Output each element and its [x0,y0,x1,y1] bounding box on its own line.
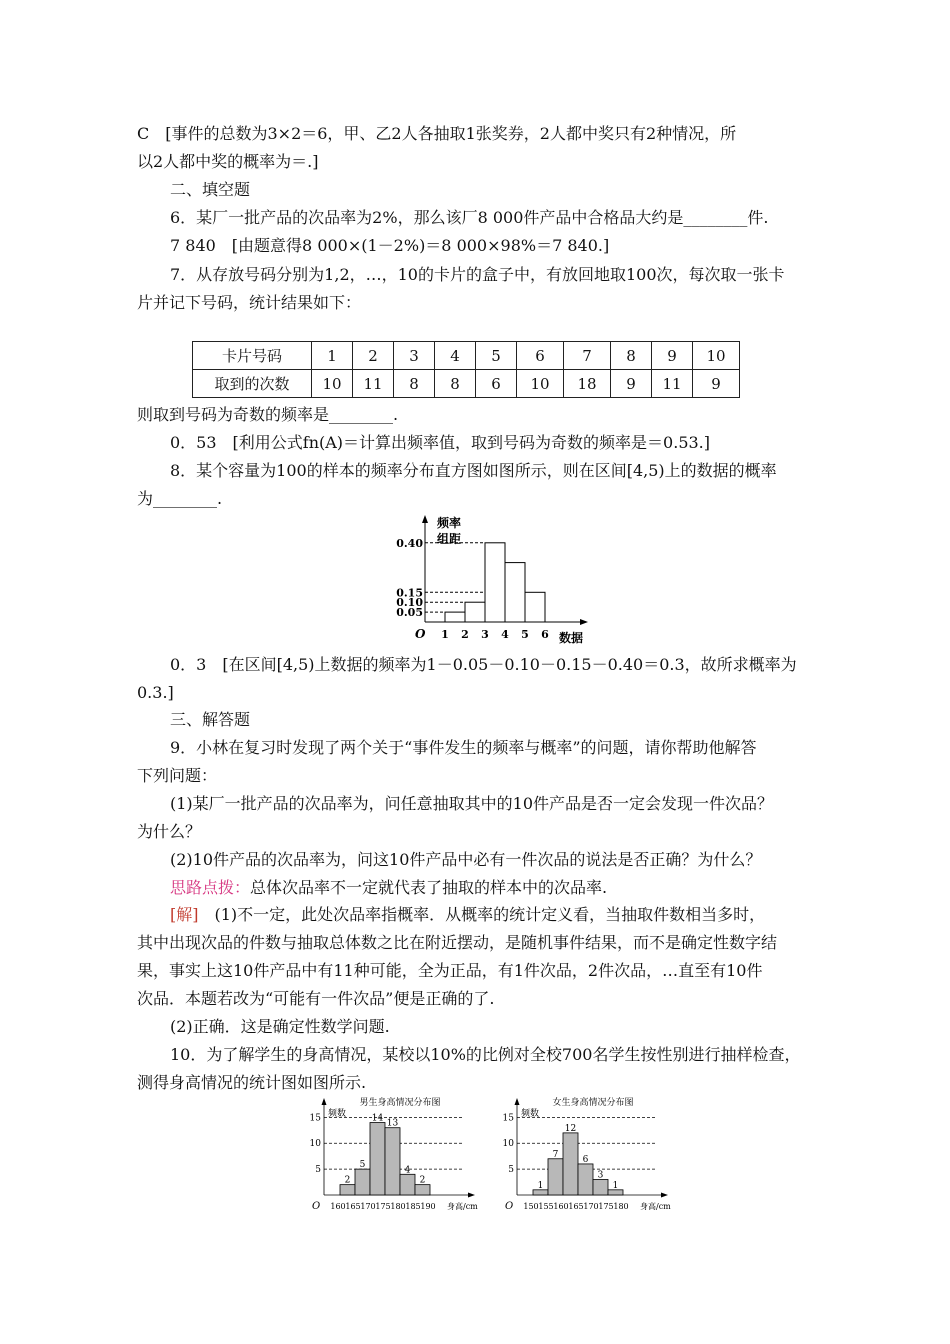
table-header-cell: 取到的次数 [193,370,312,398]
male-height-histogram [300,1095,485,1215]
solution-line-4: 次品．本题若改为“可能有一件次品”便是正确的了. [137,989,495,1008]
x-tick-label: 6 [541,628,549,641]
question-7-line-1: 7．从存放号码分别为1,2，…，10的卡片的盒子中，有放回地取100次，每次取一张卡 [170,265,785,284]
question-7-line-3: 则取到号码为奇数的频率是________. [137,405,399,424]
x-tick-label: 160 [330,1202,346,1211]
histogram-bar [370,1123,385,1195]
x-axis-label: 身高/cm [640,1202,671,1211]
histogram-bar [578,1164,593,1195]
x-axis-arrow [468,1193,475,1198]
histogram-bar [525,592,545,622]
bar-value-label: 2 [419,1175,426,1186]
x-tick-label: 165 [345,1202,361,1211]
question-9-part-1-line-2: 为什么？ [137,822,202,841]
table-cell: 6 [517,342,564,370]
bar-value-label: 5 [359,1160,366,1171]
table-cell: 11 [652,370,693,398]
x-tick-label: 155 [538,1202,554,1211]
section-fill-in-heading: 二、填空题 [170,180,251,199]
bar-value-label: 7 [552,1149,559,1160]
x-axis-label: 数据 [559,631,584,645]
q5-answer-line-2: 以2人都中奖的概率为＝.] [137,152,319,171]
question-6: 6．某厂一批产品的次品率为2%，那么该厂8 000件产品中合格品大约是________件. [170,208,769,227]
y-tick-label: 10 [309,1139,321,1150]
table-cell: 9 [652,342,693,370]
y-tick-label: 10 [502,1139,514,1150]
question-9-part-1-line-1: (1)某厂一批产品的次品率为，问任意抽取其中的10件产品是否一定会发现一件次品？ [170,794,774,813]
x-tick-label: 4 [501,628,509,641]
question-7-line-2: 片并记下号码，统计结果如下： [137,293,362,312]
histogram-bar [385,1128,400,1195]
solution-line-2: 其中出现次品的件数与抽取总体数之比在附近摆动，是随机事件结果，而不是确定性数字结 [137,933,778,952]
origin-label: O [312,1201,321,1212]
histogram-bar [355,1169,370,1195]
histogram-bar [548,1159,563,1195]
histogram-bar [485,543,505,622]
solution-line-3: 果，事实上这10件产品中有11种可能，全为正品，有1件次品，2件次品，…直至有10件 [137,961,763,980]
histogram-bar [445,612,465,622]
chart-title: 女生身高情况分布图 [552,1098,634,1108]
table-cell: 7 [564,342,611,370]
bar-value-label: 1 [612,1180,619,1191]
question-9-line-2: 下列问题： [137,766,218,785]
x-tick-label: 175 [375,1202,391,1211]
table-cell: 8 [435,370,476,398]
x-tick-label: 2 [461,628,469,641]
y-axis-label-top: 频率 [437,516,462,530]
table-cell: 8 [611,342,652,370]
bar-value-label: 6 [582,1154,589,1165]
x-tick-label: 3 [481,628,489,641]
y-tick-label: 15 [309,1113,321,1124]
question-7-answer: 0．53 [利用公式fn(A)＝计算出频率值，取到号码为奇数的频率是＝0.53.] [170,433,711,452]
section-solution-heading: 三、解答题 [170,710,251,729]
bar-value-label: 4 [404,1165,411,1176]
question-9-part-2: (2)10件产品的次品率为，问这10件产品中必有一件次品的说法是否正确？为什么？ [170,850,762,869]
question-9-line-1: 9．小林在复习时发现了两个关于“事件发生的频率与概率”的问题，请你帮助他解答 [170,738,757,757]
histogram-bar [400,1174,415,1195]
bar-value-label: 13 [386,1118,399,1129]
chart-title: 男生身高情况分布图 [359,1098,441,1108]
x-tick-label: 180 [390,1202,406,1211]
table-cell: 8 [394,370,435,398]
table-cell: 4 [435,342,476,370]
histogram-bar [340,1185,355,1195]
solution-line-1 [170,904,850,926]
y-axis-arrow [422,515,428,523]
table-cell: 2 [353,342,394,370]
histogram-bar [465,602,485,622]
origin-label: O [415,627,426,641]
q5-answer-line-1: C [事件的总数为3×2＝6，甲、乙2人各抽取1张奖券，2人都中奖只有2种情况，所 [137,124,737,143]
bar-value-label: 2 [344,1175,351,1186]
question-10-line-2: 测得身高情况的统计图如图所示. [137,1073,367,1092]
hint-text: 总体次品率不一定就代表了抽取的样本中的次品率. [250,878,608,897]
hint-line [170,877,850,899]
x-axis-label: 身高/cm [447,1202,478,1211]
histogram-bar [505,563,525,622]
table-cell: 18 [564,370,611,398]
question-6-answer: 7 840 [由题意得8 000×(1－2%)＝8 000×98%＝7 840.] [170,236,610,255]
table-cell: 10 [517,370,564,398]
table-header-cell: 卡片号码 [193,342,312,370]
y-axis-label: 频数 [328,1109,347,1119]
y-axis-label-bottom: 组距 [437,532,462,546]
x-tick-label: 150 [523,1202,539,1211]
y-tick-label: 5 [315,1165,321,1176]
bar-value-label: 3 [597,1170,604,1181]
bar-value-label: 12 [564,1123,577,1134]
solution-text: (1)不一定，此处次品率指概率．从概率的统计定义看，当抽取件数相当多时， [198,905,766,924]
y-axis-label: 频数 [521,1109,540,1119]
y-tick-label: 0.15 [396,586,423,600]
x-tick-label: 5 [521,628,529,641]
y-tick-label: 0.05 [396,606,423,620]
table-cell: 9 [693,370,740,398]
x-axis-arrow [580,619,588,625]
y-axis-arrow [515,1098,520,1105]
table-cell: 1 [312,342,353,370]
table-cell: 6 [476,370,517,398]
question-10-line-1: 10．为了解学生的身高情况，某校以10%的比例对全校700名学生按性别进行抽样检查， [170,1045,801,1064]
x-tick-label: 165 [568,1202,584,1211]
bar-value-label: 14 [371,1113,384,1124]
table-cell: 10 [312,370,353,398]
table-cell: 5 [476,342,517,370]
x-axis-arrow [661,1193,668,1198]
female-height-histogram [493,1095,678,1215]
question-8-line-2: 为________. [137,489,223,508]
x-tick-label: 1 [441,628,449,641]
y-tick-label: 0.10 [396,596,423,610]
y-axis-arrow [322,1098,327,1105]
x-tick-label: 160 [553,1202,569,1211]
histogram-bar [415,1185,430,1195]
solution-part-2: (2)正确．这是确定性数学问题. [170,1017,390,1036]
solution-label: [解] [170,905,199,924]
histogram-bar [563,1133,578,1195]
table-cell: 11 [353,370,394,398]
card-number-row [193,342,740,370]
x-tick-label: 190 [420,1202,436,1211]
y-tick-label: 5 [508,1165,514,1176]
table-cell: 3 [394,342,435,370]
x-tick-label: 185 [405,1202,421,1211]
table-cell: 9 [611,370,652,398]
x-tick-label: 170 [360,1202,376,1211]
question-8-answer-line-2: 0.3.] [137,683,174,702]
question-8-answer-line-1: 0．3 [在区间[4,5)上数据的频率为1－0.05－0.10－0.15－0.40＝0.3，故所求概率为 [170,655,797,674]
x-tick-label: 180 [613,1202,629,1211]
y-tick-label: 0.40 [396,536,423,550]
y-tick-label: 15 [502,1113,514,1124]
histogram-bar [593,1179,608,1195]
x-tick-label: 175 [598,1202,614,1211]
card-count-table [192,341,740,398]
card-count-row [193,370,740,398]
hint-label: 思路点拨： [170,878,251,897]
x-tick-label: 170 [583,1202,599,1211]
question-8-line-1: 8．某个容量为100的样本的频率分布直方图如图所示，则在区间[4,5)上的数据的概率 [170,461,777,480]
table-cell: 10 [693,342,740,370]
origin-label: O [505,1201,514,1212]
frequency-histogram-chart [395,515,600,650]
bar-value-label: 1 [537,1180,544,1191]
